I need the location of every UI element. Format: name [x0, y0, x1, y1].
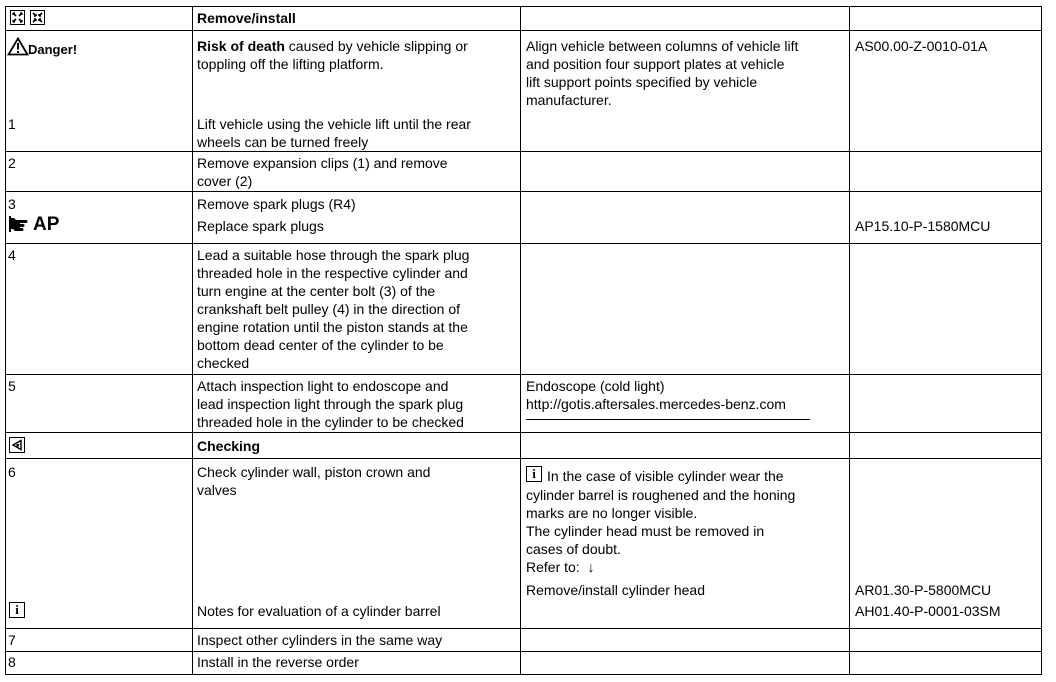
refer-to-text: Remove/install cylinder head: [526, 582, 705, 598]
pointing-hand-icon: [8, 215, 32, 233]
table-border-right: [1041, 6, 1042, 675]
remove-install-icon: [10, 10, 25, 25]
step-text-line: crankshaft belt pulley (4) in the direction of: [197, 301, 461, 317]
ap-reference[interactable]: AP15.10-P-1580MCU: [855, 218, 991, 234]
row-divider: [5, 458, 1042, 459]
info-note-text: Notes for evaluation of a cylinder barrel: [197, 603, 441, 619]
row-divider: [5, 432, 1042, 433]
tool-link[interactable]: http://gotis.aftersales.mercedes-benz.com: [526, 396, 786, 412]
info-note-reference[interactable]: AH01.40-P-0001-03SM: [855, 603, 1001, 619]
step-number: 3: [8, 196, 16, 212]
ap-marker: [8, 215, 78, 235]
step-text-line: Check cylinder wall, piston crown and: [197, 464, 431, 480]
row-divider: [5, 374, 1042, 375]
row-divider: [5, 6, 1042, 7]
step-text-line: checked: [197, 355, 250, 371]
step-number: 4: [8, 247, 16, 263]
step-text-line: Remove expansion clips (1) and remove: [197, 155, 448, 171]
step-text-line: Remove spark plugs (R4): [197, 196, 356, 212]
step-text-line: Attach inspection light to endoscope and: [197, 378, 449, 394]
step-text-line: Install in the reverse order: [197, 654, 359, 670]
row-divider: [5, 674, 1042, 675]
refer-to-label: Refer to: ↓: [526, 559, 595, 575]
note-line: cylinder barrel is roughened and the honing: [526, 487, 796, 503]
step-text-line: threaded hole in the respective cylinder and: [197, 265, 468, 281]
step-number: 5: [8, 378, 16, 394]
row-divider: [5, 151, 1042, 152]
danger-label: Danger!: [28, 42, 78, 57]
row-divider: [5, 651, 1042, 652]
table-border-left: [5, 6, 6, 675]
step-text-line: threaded hole in the cylinder to be checked: [197, 414, 464, 430]
column-divider-3: [849, 6, 850, 675]
checking-title: Checking: [197, 438, 261, 454]
procedure-table: [5, 6, 1042, 675]
step-text-line: turn engine at the center bolt (3) of the: [197, 283, 436, 299]
column-divider-1: [192, 6, 193, 675]
row-divider: [5, 191, 1042, 192]
danger-note-line: lift support points specified by vehicle: [526, 74, 758, 90]
info-icon: i: [526, 466, 542, 482]
tool-name: Endoscope (cold light): [526, 378, 665, 394]
arrow-down-icon: ↓: [587, 559, 595, 575]
row-divider: [5, 628, 1042, 629]
tool-link-underline: [526, 419, 810, 420]
step-number: 1: [8, 116, 16, 132]
note-line: The cylinder head must be removed in: [526, 523, 765, 539]
row-divider: [5, 243, 1042, 244]
step-text-line: Lead a suitable hose through the spark plug: [197, 247, 470, 263]
danger-step-title: Risk of death: [197, 38, 285, 54]
danger-note-line: and position four support plates at vehicle: [526, 56, 785, 72]
danger-step-text-line2: toppling off the lifting platform.: [197, 56, 384, 72]
danger-step-text-line1: Risk of death caused by vehicle slipping or: [197, 38, 468, 54]
note-line: cases of doubt.: [526, 541, 621, 557]
note-line: marks are no longer visible.: [526, 505, 698, 521]
column-divider-2: [520, 6, 521, 675]
step-number: 2: [8, 155, 16, 171]
refer-to-reference[interactable]: AR01.30-P-5800MCU: [855, 582, 992, 598]
step-number: 8: [8, 654, 16, 670]
step-text-line: valves: [197, 482, 237, 498]
danger-note-line: Align vehicle between columns of vehicle lift: [526, 38, 799, 54]
warning-triangle-icon: [7, 37, 29, 56]
danger-note-line: manufacturer.: [526, 92, 612, 108]
ap-text: Replace spark plugs: [197, 218, 324, 234]
step-text-line: engine rotation until the piston stands at the: [197, 319, 468, 335]
remove-install-icon: [30, 10, 45, 25]
checking-icon: [9, 437, 25, 453]
step-number: 7: [8, 632, 16, 648]
step-text-line: Inspect other cylinders in the same way: [197, 632, 443, 648]
danger-reference[interactable]: AS00.00-Z-0010-01A: [855, 38, 988, 54]
step-text-line: bottom dead center of the cylinder to be: [197, 337, 444, 353]
ap-label: AP: [33, 214, 60, 235]
info-icon: i: [9, 602, 25, 618]
step-text-line: lead inspection light through the spark plug: [197, 396, 464, 412]
step-number: 6: [8, 464, 16, 480]
row-divider: [5, 30, 1042, 31]
step-text-line: wheels can be turned freely: [197, 134, 369, 150]
step-text-line: cover (2): [197, 173, 253, 189]
note-line: In the case of visible cylinder wear the: [547, 468, 784, 484]
section-title: Remove/install: [197, 10, 296, 26]
step-text-line: Lift vehicle using the vehicle lift until the rear: [197, 116, 471, 132]
